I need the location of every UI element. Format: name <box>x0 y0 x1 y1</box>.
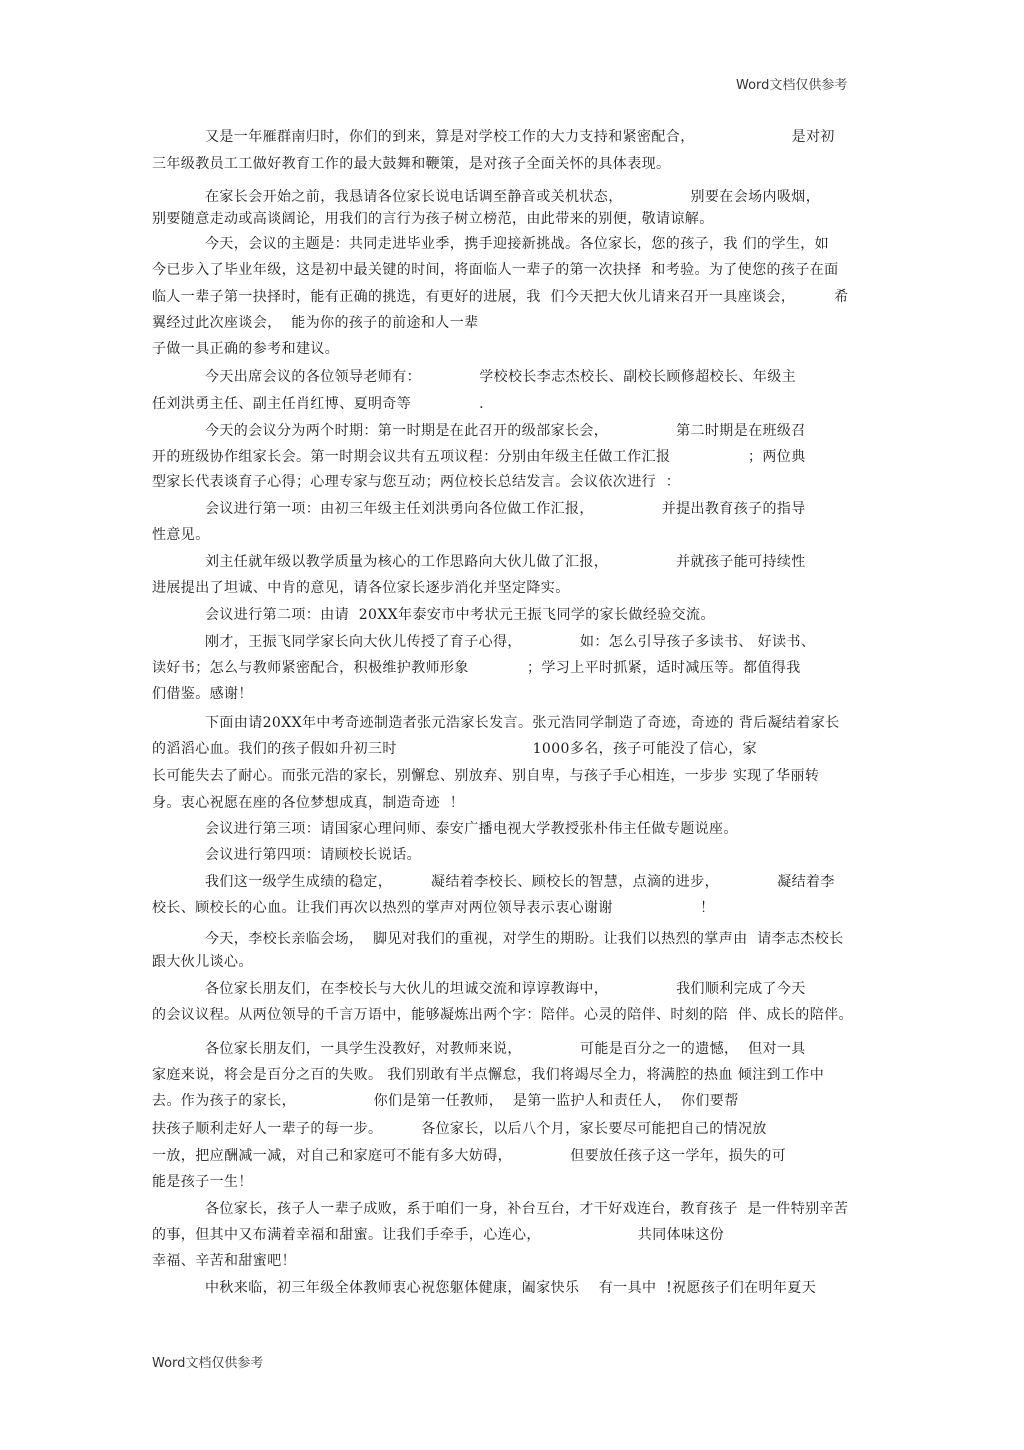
text-line: 读好书；怎么与教师紧密配合，积极维护教师形象 ；学习上平时抓紧，适时减压等。都值得我 <box>152 660 801 676</box>
text-line: 去。作为孩子的家长， 你们是第一任教师， 是第一监护人和责任人， 你们要帮 <box>152 1093 739 1109</box>
text-line: 身。衷心祝愿在座的各位梦想成真，制造奇迹 ！ <box>152 795 465 811</box>
text-line: 一放，把应酬减一减，对自己和家庭可不能有多大妨碍， 但要放任孩子这一学年，损失的可 <box>152 1148 787 1164</box>
text-line: 翼经过此次座谈会， 能为你的孩子的前途和人一辈 <box>152 315 479 331</box>
text-line: 们借鉴。感谢！ <box>152 686 253 702</box>
text-line: 会议进行第三项：请国家心理问师、泰安广播电视大学教授张朴伟主任做专题说座。 <box>205 821 738 837</box>
page-header: Word文档仅供参考 <box>736 78 848 93</box>
text-line: 在家长会开始之前，我恳请各位家长说电话调至静音或关机状态， 别要在会场内吸烟， <box>205 189 821 205</box>
text-line: 临人一辈子第一抉择时，能有正确的挑选，有更好的进展，我 们今天把大伙儿请来召开一具座谈会， 希 <box>152 289 849 305</box>
text-line: 进展提出了坦诚、中肯的意见，请各位家长逐步消化并坚定降实。 <box>152 580 570 596</box>
text-line: 今天，李校长亲临会场， 脚见对我们的重视，对学生的期盼。让我们以热烈的掌声由 请李志杰校长 <box>205 931 844 947</box>
text-line: 校长、顾校长的心血。让我们再次以热烈的掌声对两位领导表示衷心谢谢 ！ <box>152 900 715 916</box>
text-line: 会议进行第一项：由初三年级主任刘洪勇向各位做工作汇报， 并提出教育孩子的指导 <box>205 501 806 517</box>
text-line: 各位家长朋友们，一具学生没教好，对教师来说， 可能是百分之一的遗憾， 但对一具 <box>205 1041 806 1057</box>
text-line: 今天，会议的主题是：共同走进毕业季，携手迎接新挑战。各位家长，您的孩子，我 们的学生，如 <box>205 236 830 252</box>
text-line: 刚才，王振飞同学家长向大伙儿传授了育子心得， 如：怎么引导孩子多读书、 好读书、 <box>205 634 816 650</box>
text-line: 子做一具正确的参考和建议。 <box>152 341 340 357</box>
text-line: 任刘洪勇主任、副主任肖红博、夏明奇等 . <box>152 396 484 412</box>
text-line: 三年级教员工工做好教育工作的最大鼓舞和鞭策，是对孩子全面关怀的具体表现。 <box>152 156 671 172</box>
text-line: 今已步入了毕业年级，这是初中最关键的时间，将面临人一辈子的第一次抉择 和考验。为了使您的孩子在面 <box>152 262 839 278</box>
text-line: 的滔滔心血。我们的孩子假如升初三时 1000多名，孩子可能没了信心，家 <box>152 741 758 757</box>
text-line: 能是孩子一生！ <box>152 1174 253 1190</box>
text-line: 家庭来说，将会是百分之百的失败。 我们别敢有半点懈怠，我们将竭尽全力，将满腔的热血 倾注到工作中 <box>152 1067 825 1083</box>
text-line: 的事，但其中又布满着幸福和甜蜜。让我们手牵手，心连心， 共同体味这份 <box>152 1227 725 1243</box>
text-line: 性意见。 <box>152 527 210 543</box>
text-line: 会议进行第四项：请顾校长说话。 <box>205 847 421 863</box>
text-line: 跟大伙儿谈心。 <box>152 954 253 970</box>
text-line: 今天出席会议的各位领导老师有： 学校校长李志杰校长、副校长顾修超校长、年级主 <box>205 369 796 385</box>
text-line: 别要随意走动或高谈阔论，用我们的言行为孩子树立榜范，由此带来的别便，敬请谅解。 <box>152 211 714 227</box>
text-line: 各位家长朋友们，在李校长与大伙儿的坦诚交流和谆谆教诲中， 我们顺利完成了今天 <box>205 981 806 997</box>
text-line: 今天的会议分为两个时期：第一时期是在此召开的级部家长会， 第二时期是在班级召 <box>205 423 806 439</box>
text-line: 扶孩子顺利走好人一辈子的每一步。 各位家长，以后八个月，家长要尽可能把自己的情况放 <box>152 1121 767 1137</box>
text-line: 长可能失去了耐心。而张元浩的家长，别懈怠、别放弃、别自卑，与孩子手心相连，一步步 实现了华丽转 <box>152 768 820 784</box>
text-line: 会议进行第二项：由请 20XX年泰安市中考状元王振飞同学的家长做经验交流。 <box>205 607 715 623</box>
text-line: 又是一年雁群南归时，你们的到来，算是对学校工作的大力支持和紧密配合， 是对初 <box>205 129 835 145</box>
page-footer: Word文档仅供参考 <box>152 1356 264 1371</box>
text-line: 各位家长，孩子人一辈子成败，系于咱们一身，补台互台，才干好戏连台，教育孩子 是一件特别辛苦 <box>205 1201 849 1217</box>
text-line: 开的班级协作组家长会。第一时期会议共有五项议程：分别由年级主任做工作汇报 ；两位典 <box>152 449 806 465</box>
text-line: 型家长代表谈育子心得；心理专家与您互动；两位校长总结发言。会议依次进行 ： <box>152 474 681 490</box>
text-line: 中秋来临，初三年级全体教师衷心祝您躯体健康，阖家快乐 有一具中 !祝愿孩子们在明年夏天 <box>205 1280 817 1296</box>
text-line: 幸福、辛苦和甜蜜吧！ <box>152 1253 296 1269</box>
text-line: 我们这一级学生成绩的稳定， 凝结着李校长、顾校长的智慧，点滴的进步， 凝结着李 <box>205 874 835 890</box>
text-line: 刘主任就年级以教学质量为核心的工作思路向大伙儿做了汇报， 并就孩子能可持续性 <box>205 554 806 570</box>
text-line: 下面由请20XX年中考奇迹制造者张元浩家长发言。张元浩同学制造了奇迹，奇迹的 背后凝结着家长 <box>205 715 840 731</box>
text-line: 的会议议程。从两位领导的千言万语中，能够凝炼出两个字：陪伴。心灵的陪伴、时刻的陪 伴、成长的陪伴。 <box>152 1007 853 1023</box>
